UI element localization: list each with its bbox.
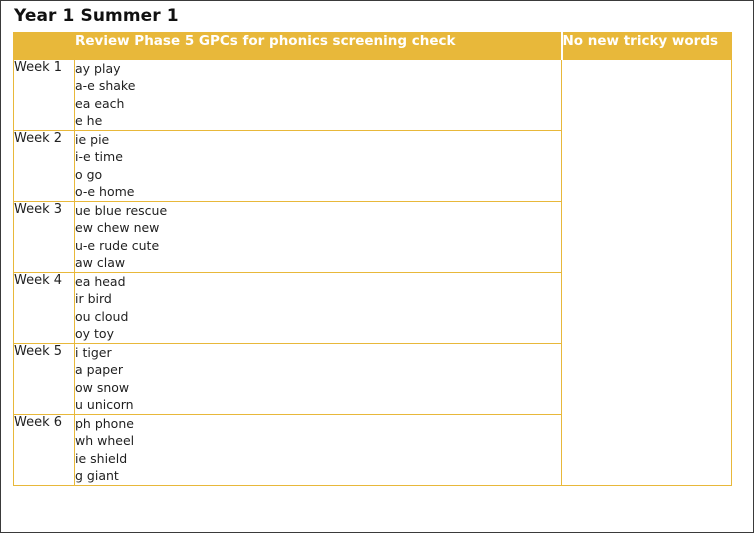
gpc-item: ir bird (75, 291, 112, 307)
gpc-item: aw claw (75, 255, 126, 271)
gpc-item: ph phone (75, 416, 134, 431)
week-label: Week 4 (14, 273, 75, 344)
gpc-item: g giant (75, 468, 119, 484)
gpc-item: o go (75, 166, 103, 182)
gpc-item: ew chew new (75, 220, 160, 236)
week-label: Week 6 (14, 415, 75, 486)
gpc-item: e he (75, 113, 103, 129)
gpc-item: ue blue rescue (75, 203, 168, 218)
gpc-item: u-e rude cute (75, 237, 160, 253)
header-gpcs-column: Review Phase 5 GPCs for phonics screening check (75, 33, 562, 60)
week-gpcs (75, 415, 562, 486)
week-label: Week 5 (14, 344, 75, 415)
gpc-item: ay play (75, 61, 121, 76)
gpc-item: ie shield (75, 450, 128, 466)
gpc-item: ie pie (75, 132, 110, 147)
gpc-item: wh wheel (75, 433, 135, 449)
gpc-item: a paper (75, 362, 123, 378)
week-label: Week 1 (14, 60, 75, 131)
gpc-item: ea each (75, 95, 125, 111)
gpc-item: u unicorn (75, 397, 134, 413)
gpc-item: oy toy (75, 326, 114, 342)
week-gpcs (75, 60, 562, 131)
tricky-words-cell (562, 60, 732, 486)
week-gpcs (75, 202, 562, 273)
gpc-item: a-e shake (75, 78, 136, 94)
phonics-plan-table (13, 32, 732, 486)
week-gpcs (75, 344, 562, 415)
gpc-item: i tiger (75, 345, 112, 360)
week-label: Week 3 (14, 202, 75, 273)
gpc-item: ea head (75, 274, 126, 289)
week-gpcs (75, 273, 562, 344)
header-tricky-words-column: No new tricky words (562, 33, 732, 60)
gpc-item: i-e time (75, 149, 123, 165)
week-label: Week 2 (14, 131, 75, 202)
table-row (14, 60, 732, 131)
week-gpcs (75, 131, 562, 202)
page-title: Year 1 Summer 1 (14, 6, 179, 26)
gpc-item: ou cloud (75, 308, 129, 324)
gpc-item: o-e home (75, 184, 135, 200)
gpc-item: ow snow (75, 379, 130, 395)
header-week-column (14, 33, 75, 60)
table-header-row (14, 33, 732, 60)
